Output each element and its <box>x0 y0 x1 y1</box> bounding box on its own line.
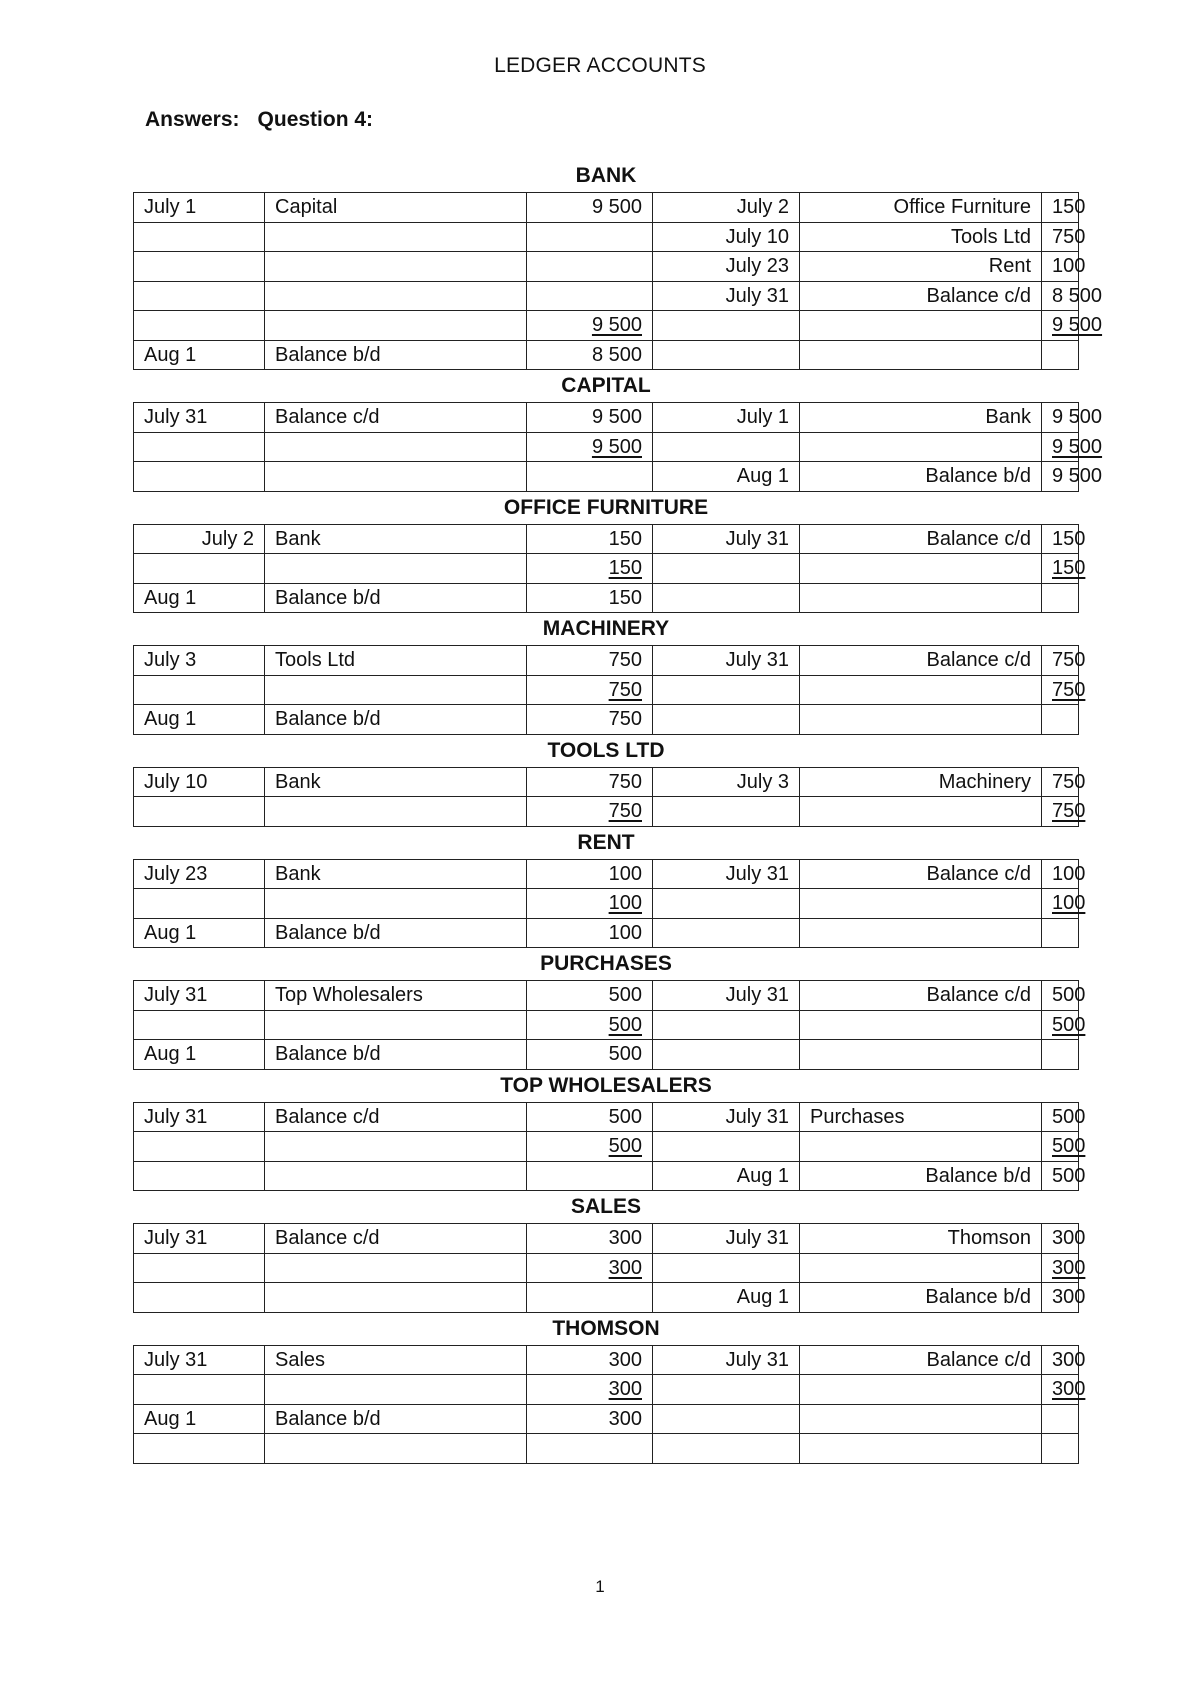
credit-amount-cell: 500 <box>1042 1132 1079 1162</box>
debit-date-cell: Aug 1 <box>134 918 265 948</box>
account-title: OFFICE FURNITURE <box>503 495 709 519</box>
account-title: MACHINERY <box>542 617 670 640</box>
credit-date-cell <box>653 1404 800 1434</box>
credit-amount-cell: 150 <box>1042 193 1079 223</box>
debit-date-cell <box>134 554 265 584</box>
credit-date-cell: July 23 <box>653 252 800 282</box>
debit-amount-cell: 150 <box>527 583 653 613</box>
ledger-accounts <box>133 160 1103 1464</box>
debit-details-cell <box>265 1161 527 1191</box>
debit-amount-cell: 150 <box>527 524 653 554</box>
ledger-row <box>134 222 1079 252</box>
ledger-row <box>134 311 1079 341</box>
ledger-row <box>134 767 1079 797</box>
ledger-row <box>134 1010 1079 1040</box>
debit-date-cell <box>134 1434 265 1464</box>
credit-amount-cell <box>1042 918 1079 948</box>
debit-amount-cell: 100 <box>527 889 653 919</box>
credit-amount-cell: 750 <box>1042 222 1079 252</box>
credit-date-cell: July 31 <box>653 281 800 311</box>
credit-amount-cell: 8 500 <box>1042 281 1079 311</box>
credit-amount-cell: 150 <box>1042 524 1079 554</box>
ledger-row <box>134 1345 1079 1375</box>
debit-amount-cell: 9 500 <box>527 432 653 462</box>
account-table <box>133 645 1086 735</box>
credit-amount-cell: 100 <box>1042 859 1079 889</box>
debit-amount-cell: 750 <box>527 675 653 705</box>
debit-details-cell: Balance c/d <box>265 1102 527 1132</box>
credit-date-cell: July 31 <box>653 859 800 889</box>
account-title: SALES <box>570 1195 641 1218</box>
credit-date-cell: July 31 <box>653 1102 800 1132</box>
account-title: BANK <box>575 164 637 187</box>
credit-amount-cell: 9 500 <box>1042 432 1079 462</box>
credit-details-cell <box>800 554 1042 584</box>
credit-details-cell: Machinery <box>800 767 1042 797</box>
debit-amount-cell: 750 <box>527 705 653 735</box>
credit-details-cell: Balance c/d <box>800 859 1042 889</box>
ledger-row <box>134 432 1079 462</box>
debit-details-cell <box>265 797 527 827</box>
account-title: THOMSON <box>552 1316 660 1340</box>
debit-amount-cell: 300 <box>527 1345 653 1375</box>
ledger-row <box>134 340 1079 370</box>
ledger-row <box>134 462 1079 492</box>
debit-details-cell: Balance b/d <box>265 1040 527 1070</box>
credit-amount-cell: 9 500 <box>1042 311 1079 341</box>
credit-date-cell: July 10 <box>653 222 800 252</box>
debit-date-cell: Aug 1 <box>134 583 265 613</box>
debit-date-cell: Aug 1 <box>134 705 265 735</box>
debit-details-cell <box>265 311 527 341</box>
debit-amount-cell <box>527 252 653 282</box>
credit-amount-cell: 500 <box>1042 1161 1079 1191</box>
credit-amount-cell: 750 <box>1042 675 1079 705</box>
ledger-row <box>134 1161 1079 1191</box>
ledger-account <box>133 613 1086 735</box>
debit-date-cell <box>134 675 265 705</box>
debit-date-cell <box>134 1253 265 1283</box>
debit-date-cell: Aug 1 <box>134 1040 265 1070</box>
debit-amount-cell: 8 500 <box>527 340 653 370</box>
credit-amount-cell: 300 <box>1042 1375 1079 1405</box>
ledger-row <box>134 193 1079 223</box>
account-title: TOOLS LTD <box>547 738 665 762</box>
debit-amount-cell: 150 <box>527 554 653 584</box>
credit-amount-cell: 300 <box>1042 1224 1079 1254</box>
credit-date-cell: July 31 <box>653 524 800 554</box>
credit-date-cell <box>653 1253 800 1283</box>
debit-date-cell: July 2 <box>134 524 265 554</box>
credit-details-cell <box>800 1132 1042 1162</box>
debit-details-cell: Bank <box>265 524 527 554</box>
ledger-account <box>133 492 1086 614</box>
credit-details-cell: Balance c/d <box>800 646 1042 676</box>
debit-details-cell <box>265 432 527 462</box>
answers-label: Answers: <box>145 108 240 131</box>
ledger-row <box>134 554 1079 584</box>
debit-amount-cell: 500 <box>527 1010 653 1040</box>
debit-amount-cell: 500 <box>527 981 653 1011</box>
credit-details-cell: Balance c/d <box>800 1345 1042 1375</box>
debit-amount-cell: 750 <box>527 646 653 676</box>
credit-amount-cell: 9 500 <box>1042 403 1079 433</box>
debit-details-cell: Balance b/d <box>265 1404 527 1434</box>
credit-amount-cell: 300 <box>1042 1253 1079 1283</box>
debit-date-cell: Aug 1 <box>134 340 265 370</box>
debit-details-cell <box>265 889 527 919</box>
ledger-row <box>134 583 1079 613</box>
credit-amount-cell <box>1042 583 1079 613</box>
credit-amount-cell: 500 <box>1042 1102 1079 1132</box>
debit-amount-cell <box>527 1283 653 1313</box>
ledger-row <box>134 675 1079 705</box>
debit-details-cell <box>265 554 527 584</box>
credit-amount-cell: 300 <box>1042 1345 1079 1375</box>
credit-details-cell: Thomson <box>800 1224 1042 1254</box>
debit-details-cell <box>265 1132 527 1162</box>
debit-details-cell: Balance b/d <box>265 918 527 948</box>
credit-date-cell <box>653 340 800 370</box>
debit-details-cell <box>265 1283 527 1313</box>
debit-amount-cell <box>527 222 653 252</box>
ledger-row <box>134 918 1079 948</box>
credit-date-cell <box>653 554 800 584</box>
ledger-account <box>133 735 1086 827</box>
ledger-row <box>134 524 1079 554</box>
credit-date-cell <box>653 311 800 341</box>
account-title: RENT <box>577 830 635 854</box>
debit-date-cell <box>134 1161 265 1191</box>
debit-amount-cell: 100 <box>527 859 653 889</box>
ledger-row <box>134 797 1079 827</box>
debit-details-cell <box>265 675 527 705</box>
debit-details-cell: Balance b/d <box>265 340 527 370</box>
account-title: PURCHASES <box>540 952 672 975</box>
credit-date-cell <box>653 675 800 705</box>
debit-amount-cell <box>527 1434 653 1464</box>
credit-details-cell <box>800 1375 1042 1405</box>
credit-details-cell <box>800 340 1042 370</box>
credit-date-cell: Aug 1 <box>653 462 800 492</box>
debit-details-cell <box>265 222 527 252</box>
credit-date-cell <box>653 1434 800 1464</box>
credit-amount-cell <box>1042 705 1079 735</box>
debit-details-cell: Balance c/d <box>265 1224 527 1254</box>
credit-amount-cell <box>1042 1434 1079 1464</box>
debit-date-cell <box>134 797 265 827</box>
debit-date-cell <box>134 252 265 282</box>
account-table <box>133 1102 1086 1192</box>
ledger-row <box>134 1283 1079 1313</box>
debit-date-cell: July 23 <box>134 859 265 889</box>
debit-amount-cell: 500 <box>527 1132 653 1162</box>
debit-amount-cell: 9 500 <box>527 311 653 341</box>
credit-amount-cell: 750 <box>1042 797 1079 827</box>
debit-amount-cell: 300 <box>527 1375 653 1405</box>
ledger-row <box>134 281 1079 311</box>
debit-details-cell <box>265 252 527 282</box>
credit-details-cell: Bank <box>800 403 1042 433</box>
credit-details-cell: Rent <box>800 252 1042 282</box>
ledger-account <box>133 370 1103 492</box>
credit-date-cell: Aug 1 <box>653 1161 800 1191</box>
credit-date-cell: July 2 <box>653 193 800 223</box>
ledger-row <box>134 1224 1079 1254</box>
ledger-row <box>134 981 1079 1011</box>
ledger-row <box>134 646 1079 676</box>
credit-date-cell: July 3 <box>653 767 800 797</box>
credit-details-cell <box>800 889 1042 919</box>
credit-date-cell: Aug 1 <box>653 1283 800 1313</box>
question-label: Question 4: <box>257 108 374 131</box>
credit-details-cell: Tools Ltd <box>800 222 1042 252</box>
credit-amount-cell: 300 <box>1042 1283 1079 1313</box>
debit-date-cell: Aug 1 <box>134 1404 265 1434</box>
credit-date-cell: July 31 <box>653 981 800 1011</box>
credit-amount-cell: 500 <box>1042 981 1079 1011</box>
credit-details-cell: Balance b/d <box>800 1161 1042 1191</box>
account-title: CAPITAL <box>561 374 651 397</box>
credit-details-cell: Purchases <box>800 1102 1042 1132</box>
ledger-account <box>133 1191 1086 1313</box>
debit-date-cell: July 10 <box>134 767 265 797</box>
debit-details-cell: Top Wholesalers <box>265 981 527 1011</box>
credit-details-cell: Office Furniture <box>800 193 1042 223</box>
debit-amount-cell: 300 <box>527 1224 653 1254</box>
debit-amount-cell: 500 <box>527 1040 653 1070</box>
credit-details-cell <box>800 1434 1042 1464</box>
debit-date-cell <box>134 462 265 492</box>
debit-details-cell <box>265 1010 527 1040</box>
credit-details-cell <box>800 583 1042 613</box>
ledger-row <box>134 1253 1079 1283</box>
debit-date-cell <box>134 889 265 919</box>
credit-date-cell <box>653 1010 800 1040</box>
credit-details-cell <box>800 797 1042 827</box>
ledger-row <box>134 1102 1079 1132</box>
credit-date-cell <box>653 797 800 827</box>
debit-date-cell <box>134 1010 265 1040</box>
debit-details-cell <box>265 462 527 492</box>
credit-details-cell <box>800 432 1042 462</box>
credit-details-cell <box>800 1404 1042 1434</box>
credit-details-cell <box>800 918 1042 948</box>
debit-details-cell: Bank <box>265 859 527 889</box>
debit-amount-cell <box>527 462 653 492</box>
credit-date-cell <box>653 1132 800 1162</box>
debit-date-cell: July 31 <box>134 1345 265 1375</box>
credit-date-cell: July 31 <box>653 646 800 676</box>
debit-date-cell: July 3 <box>134 646 265 676</box>
debit-date-cell <box>134 1132 265 1162</box>
credit-amount-cell: 100 <box>1042 252 1079 282</box>
debit-amount-cell <box>527 281 653 311</box>
ledger-row <box>134 1434 1079 1464</box>
debit-details-cell <box>265 1375 527 1405</box>
credit-details-cell: Balance c/d <box>800 981 1042 1011</box>
debit-amount-cell <box>527 1161 653 1191</box>
credit-date-cell <box>653 705 800 735</box>
ledger-row <box>134 403 1079 433</box>
ledger-row <box>134 705 1079 735</box>
debit-date-cell: July 1 <box>134 193 265 223</box>
account-table <box>133 980 1086 1070</box>
credit-details-cell <box>800 705 1042 735</box>
answers-heading <box>145 108 373 132</box>
debit-date-cell <box>134 1375 265 1405</box>
credit-date-cell <box>653 583 800 613</box>
debit-details-cell: Balance c/d <box>265 403 527 433</box>
debit-amount-cell: 500 <box>527 1102 653 1132</box>
debit-details-cell <box>265 1253 527 1283</box>
debit-amount-cell: 9 500 <box>527 193 653 223</box>
debit-amount-cell: 100 <box>527 918 653 948</box>
debit-details-cell: Sales <box>265 1345 527 1375</box>
ledger-account <box>133 1070 1086 1192</box>
account-table <box>133 402 1103 492</box>
credit-details-cell <box>800 311 1042 341</box>
account-table <box>133 1345 1086 1464</box>
debit-date-cell <box>134 311 265 341</box>
account-table <box>133 524 1086 614</box>
credit-date-cell <box>653 1040 800 1070</box>
credit-amount-cell: 150 <box>1042 554 1079 584</box>
credit-date-cell <box>653 1375 800 1405</box>
document-title: LEDGER ACCOUNTS <box>494 54 706 77</box>
account-table <box>133 192 1103 370</box>
debit-amount-cell: 300 <box>527 1253 653 1283</box>
credit-date-cell <box>653 432 800 462</box>
debit-date-cell: July 31 <box>134 1102 265 1132</box>
ledger-account <box>133 1313 1086 1464</box>
debit-details-cell <box>265 281 527 311</box>
credit-details-cell <box>800 1040 1042 1070</box>
credit-date-cell: July 1 <box>653 403 800 433</box>
ledger-account <box>133 160 1103 370</box>
debit-date-cell: July 31 <box>134 403 265 433</box>
credit-amount-cell <box>1042 1040 1079 1070</box>
ledger-row <box>134 1132 1079 1162</box>
credit-date-cell: July 31 <box>653 1224 800 1254</box>
credit-details-cell: Balance c/d <box>800 524 1042 554</box>
debit-date-cell <box>134 432 265 462</box>
debit-date-cell <box>134 281 265 311</box>
account-table <box>133 859 1086 949</box>
credit-details-cell: Balance b/d <box>800 1283 1042 1313</box>
credit-date-cell: July 31 <box>653 1345 800 1375</box>
debit-amount-cell: 750 <box>527 797 653 827</box>
ledger-row <box>134 1404 1079 1434</box>
ledger-row <box>134 1040 1079 1070</box>
debit-amount-cell: 300 <box>527 1404 653 1434</box>
credit-date-cell <box>653 889 800 919</box>
debit-details-cell: Balance b/d <box>265 705 527 735</box>
debit-amount-cell: 9 500 <box>527 403 653 433</box>
debit-details-cell: Bank <box>265 767 527 797</box>
credit-amount-cell: 750 <box>1042 767 1079 797</box>
credit-amount-cell: 9 500 <box>1042 462 1079 492</box>
debit-details-cell: Capital <box>265 193 527 223</box>
account-table <box>133 1223 1086 1313</box>
debit-date-cell <box>134 222 265 252</box>
ledger-row <box>134 252 1079 282</box>
credit-amount-cell: 750 <box>1042 646 1079 676</box>
debit-amount-cell: 750 <box>527 767 653 797</box>
debit-details-cell: Tools Ltd <box>265 646 527 676</box>
credit-amount-cell: 500 <box>1042 1010 1079 1040</box>
credit-date-cell <box>653 918 800 948</box>
ledger-account <box>133 827 1086 949</box>
credit-amount-cell <box>1042 340 1079 370</box>
page-number: 1 <box>595 1577 605 1596</box>
ledger-row <box>134 1375 1079 1405</box>
credit-amount-cell <box>1042 1404 1079 1434</box>
credit-details-cell <box>800 1010 1042 1040</box>
account-title: TOP WHOLESALERS <box>500 1073 712 1097</box>
debit-date-cell: July 31 <box>134 981 265 1011</box>
credit-details-cell <box>800 675 1042 705</box>
credit-amount-cell: 100 <box>1042 889 1079 919</box>
debit-details-cell <box>265 1434 527 1464</box>
credit-details-cell: Balance c/d <box>800 281 1042 311</box>
credit-details-cell <box>800 1253 1042 1283</box>
ledger-account <box>133 948 1086 1070</box>
debit-date-cell: July 31 <box>134 1224 265 1254</box>
debit-date-cell <box>134 1283 265 1313</box>
ledger-row <box>134 889 1079 919</box>
debit-details-cell: Balance b/d <box>265 583 527 613</box>
account-table <box>133 767 1086 827</box>
ledger-row <box>134 859 1079 889</box>
credit-details-cell: Balance b/d <box>800 462 1042 492</box>
